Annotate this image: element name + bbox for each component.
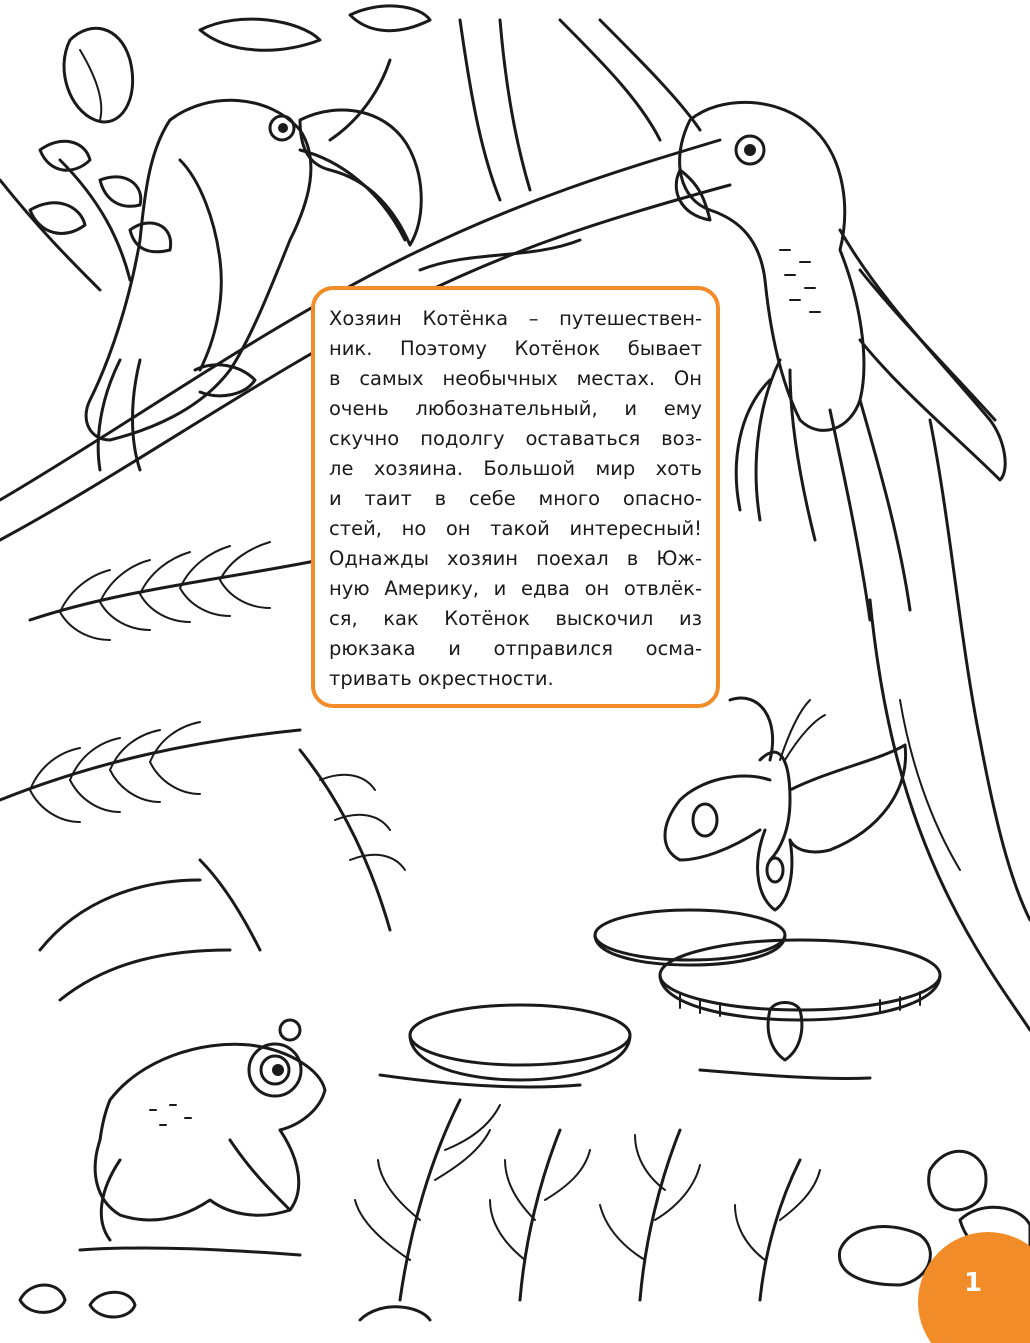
parrot: [676, 102, 1005, 620]
story-line: Однажды хозяин поехал в Юж-: [329, 547, 702, 570]
top-leaves: [30, 6, 430, 252]
story-line: ную Америку, и едва он отвлёк-: [329, 577, 702, 600]
frog: [80, 1020, 325, 1255]
story-line: ся, как Котёнок выскочил из: [329, 607, 702, 630]
story-line: скучно подолгу оставаться воз-: [329, 427, 702, 450]
water-lilies: [380, 910, 940, 1087]
story-line: рюкзака и отправился осма-: [329, 637, 702, 660]
story-line: очень любознательный, и ему: [329, 397, 702, 420]
page-number: 1: [963, 1268, 983, 1298]
bottom-plants: [355, 1100, 820, 1300]
butterfly: [665, 698, 906, 910]
story-line: ник. Поэтому Котёнок бывает: [329, 337, 702, 360]
tree-trunk: [870, 420, 1030, 1030]
stones: [20, 1151, 1030, 1320]
story-line: ле хозяина. Большой мир хоть: [329, 457, 702, 480]
story-line: стей, но он такой интересный!: [329, 517, 702, 540]
story-line: в самых необычных местах. Он: [329, 367, 702, 390]
story-text-box: [311, 286, 720, 708]
story-line: Хозяин Котёнка – путешествен-: [329, 307, 702, 330]
story-line: и таит в себе много опасно-: [329, 487, 702, 510]
story-line: тривать окрестности.: [329, 667, 554, 690]
